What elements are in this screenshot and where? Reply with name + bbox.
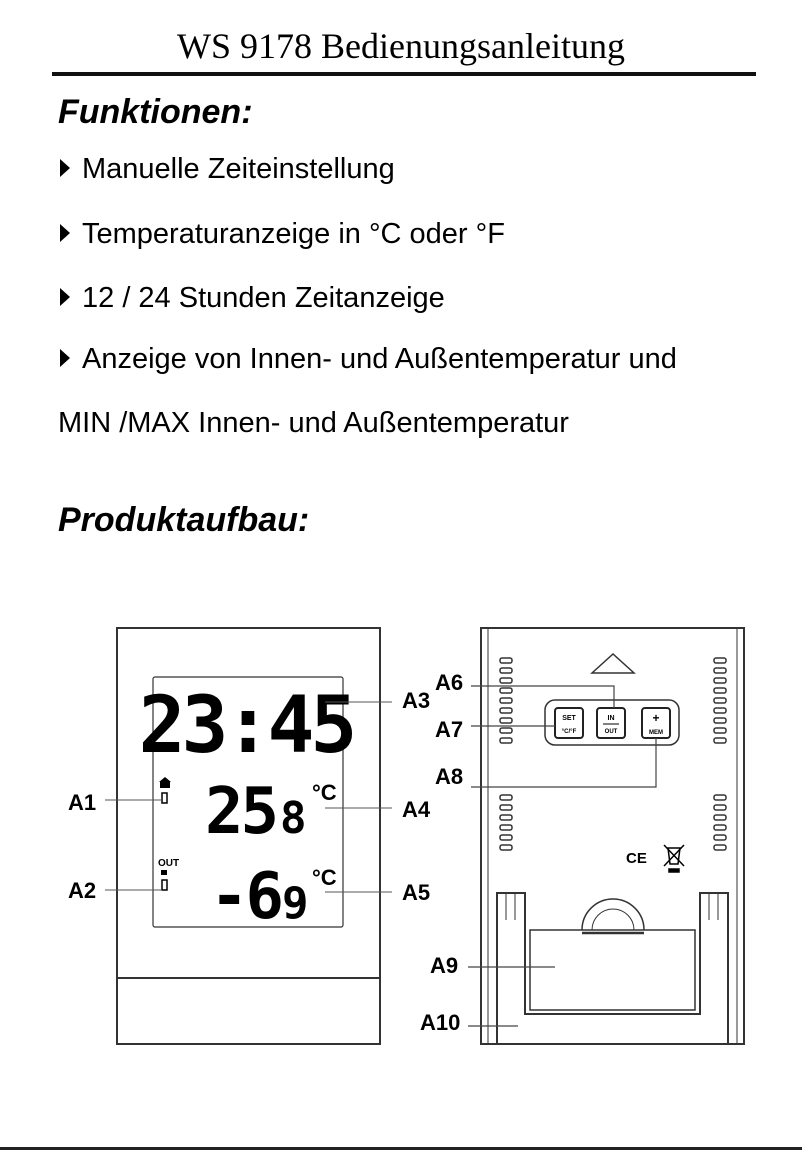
lcd-outdoor-temp-decimal: 9	[282, 878, 309, 929]
functions-heading: Funktionen:	[58, 93, 253, 131]
callout-a1: A1	[68, 790, 97, 815]
callout-a4: A4	[402, 797, 431, 822]
callout-a2: A2	[68, 878, 97, 903]
feature-item-continuation: MIN /MAX Innen- und Außentemperatur	[58, 407, 569, 439]
document-title: WS 9178 Bedienungsanleitung	[177, 26, 625, 66]
callout-a6: A6	[435, 670, 464, 695]
lcd-outdoor-temp: -6	[210, 860, 282, 934]
indoor-house-icon	[159, 777, 171, 803]
svg-text:+: +	[652, 711, 660, 725]
svg-text:IN: IN	[607, 715, 615, 722]
in-out-button[interactable]	[597, 708, 625, 738]
callout-a5: A5	[402, 880, 431, 905]
feature-item: Temperaturanzeige in °C oder °F	[60, 217, 505, 251]
callout-a3: A3	[402, 688, 431, 713]
feature-item: 12 / 24 Stunden Zeitanzeige	[60, 281, 445, 315]
callout-a7: A7	[435, 717, 464, 742]
out-label: OUT	[158, 858, 180, 869]
callout-a9: A9	[430, 953, 459, 978]
svg-text:SET: SET	[562, 715, 576, 722]
lcd-indoor-temp-decimal: 8	[280, 793, 307, 844]
lcd-outdoor-unit: °C	[312, 865, 337, 890]
svg-text:°C/°F: °C/°F	[561, 729, 577, 735]
set-button[interactable]	[555, 708, 583, 738]
feature-item: Manuelle Zeiteinstellung	[60, 152, 395, 186]
callout-a10: A10	[420, 1010, 461, 1035]
lcd-time: 23:45	[138, 681, 354, 771]
weee-bin-icon	[664, 845, 684, 872]
ce-mark-icon: CE	[626, 850, 647, 867]
product-heading: Produktaufbau:	[58, 501, 310, 539]
callout-a8: A8	[435, 764, 464, 789]
back-view	[481, 628, 744, 1044]
lcd-indoor-temp: 25	[205, 775, 277, 849]
lcd-indoor-unit: °C	[312, 780, 337, 805]
svg-text:MEM: MEM	[649, 730, 663, 736]
outdoor-battery-icon	[161, 870, 167, 890]
plus-mem-button[interactable]	[642, 708, 670, 738]
svg-text:OUT: OUT	[604, 729, 618, 735]
feature-item: Anzeige von Innen- und Außentemperatur und	[60, 342, 677, 376]
vent-slots	[500, 658, 726, 850]
